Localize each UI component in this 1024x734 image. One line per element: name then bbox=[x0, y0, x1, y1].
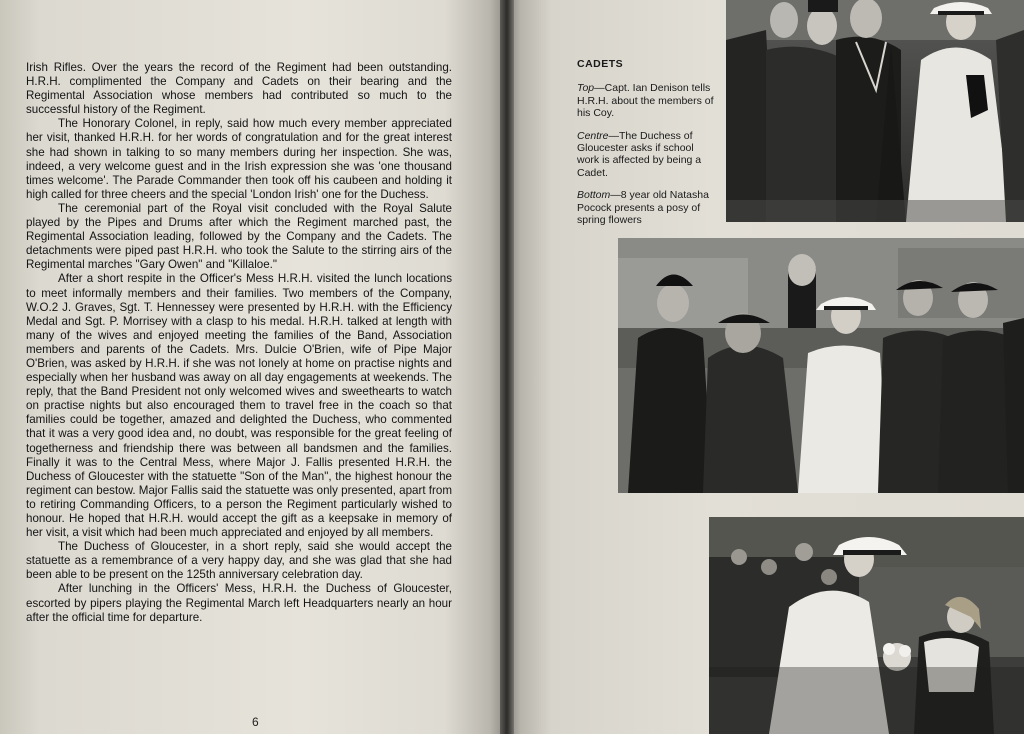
photo-bottom-posy-presentation bbox=[709, 517, 1024, 734]
book-gutter bbox=[500, 0, 514, 734]
caption-block bbox=[577, 58, 715, 236]
caption-label: Top bbox=[577, 82, 595, 95]
paragraph-2: The Honorary Colonel, in reply, said how much every member appreciated her visit, thanked H.R.H. for her words of congratulation and for the great interest she had shown in talking to so many members during her inspection. She was, indeed, a very welcome guest and in the Irish expression she was 'one thousand times welcome'. The Parade Commander then took off his caubeen and holding it high called for three cheers and the special 'London Irish' one for the Duchess. bbox=[26, 117, 452, 201]
caption-text: —Capt. Ian Denison tells H.R.H. about the members of his Coy. bbox=[577, 82, 714, 120]
left-page bbox=[0, 0, 505, 734]
page-number: 6 bbox=[252, 715, 259, 729]
caption-title: CADETS bbox=[577, 58, 624, 70]
paragraph-4: After a short respite in the Officer's Mess H.R.H. visited the lunch locations to meet informally members and their families. Two members of the Company, W.O.2 J. Graves, Sgt. T. Hennessey were presented by H.R.H. with the Efficiency Medal and Sgt. P. Morrisey with a clasp to his medal. H.R.H. talked at length with many of the wives and enjoyed meeting the families of the Band, Association members and parents of the Cadets. Mrs. Dulcie O'Brien, wife of Pipe Major O'Brien, was asked by H.R.H. if she was not lonely at home on practise nights and especially when her husband was away on all day engagements at weekends. The reply, that the Band President not only welcomed wives and sweethearts to watch on practise nights but also encouraged them to travel free in the coach so that families could be together, amazed and delighted the Duchess, who commented that it was a very good idea and, no doubt, was responsible for the great feeling of togetherness and friendship there was between all bandsmen and the families. Finally it was to the Central Mess, where Major J. Fallis presented H.R.H. the Duchess of Gloucester with the statuette "Son of the Man", the highest honour the regiment can bestow. Major Fallis said the statuette was only presented, apart from to retiring Commanding Officers, to a person the Regiment particularly wished to honour. He hoped that H.R.H. would accept the gift as a keepsake in memory of her visit, a visit which had been much appreciated and enjoyed by all members. bbox=[26, 272, 452, 540]
caption-label: Centre bbox=[577, 129, 609, 142]
paragraph-5: The Duchess of Gloucester, in a short reply, said she would accept the statuette as a remembrance of a very happy day, and she was glad that she had been able to be present on the 125th anniversary celebration day. bbox=[26, 540, 452, 582]
caption-label: Bottom bbox=[577, 189, 611, 202]
caption-text: —The Duchess of Gloucester asks if school work is affected by being a Cadet. bbox=[577, 129, 702, 179]
paragraph-3: The ceremonial part of the Royal visit concluded with the Royal Salute played by the Pipes and Drums after which the Regiment marched past, the Regimental Association leading, followed by the Company and the Cadets. The detachments were piped past H.R.H. who took the Salute to the stirring airs of the Regimental marches "Gary Owen" and "Killaloe." bbox=[26, 201, 452, 272]
photo-top-captain-and-duchess bbox=[726, 0, 1024, 222]
caption-top bbox=[577, 82, 715, 119]
article-body bbox=[26, 61, 452, 625]
right-page bbox=[505, 0, 1024, 734]
caption-centre bbox=[577, 130, 715, 180]
paragraph-6: After lunching in the Officers' Mess, H.R.H. the Duchess of Gloucester, escorted by pipers playing the Regimental March left Headquarters nearly an hour after the official time for departure. bbox=[26, 582, 452, 624]
caption-text: —8 year old Natasha Pocock presents a posy of spring flowers bbox=[577, 189, 709, 227]
caption-bottom bbox=[577, 189, 715, 226]
photo-centre-duchess-with-cadets bbox=[618, 238, 1024, 493]
paragraph-1: Irish Rifles. Over the years the record of the Regiment had been outstanding. H.R.H. complimented the Company and Cadets on their bearing and the Regimental Association whose members had contributed so much to the successful history of the Regiment. bbox=[26, 61, 452, 117]
